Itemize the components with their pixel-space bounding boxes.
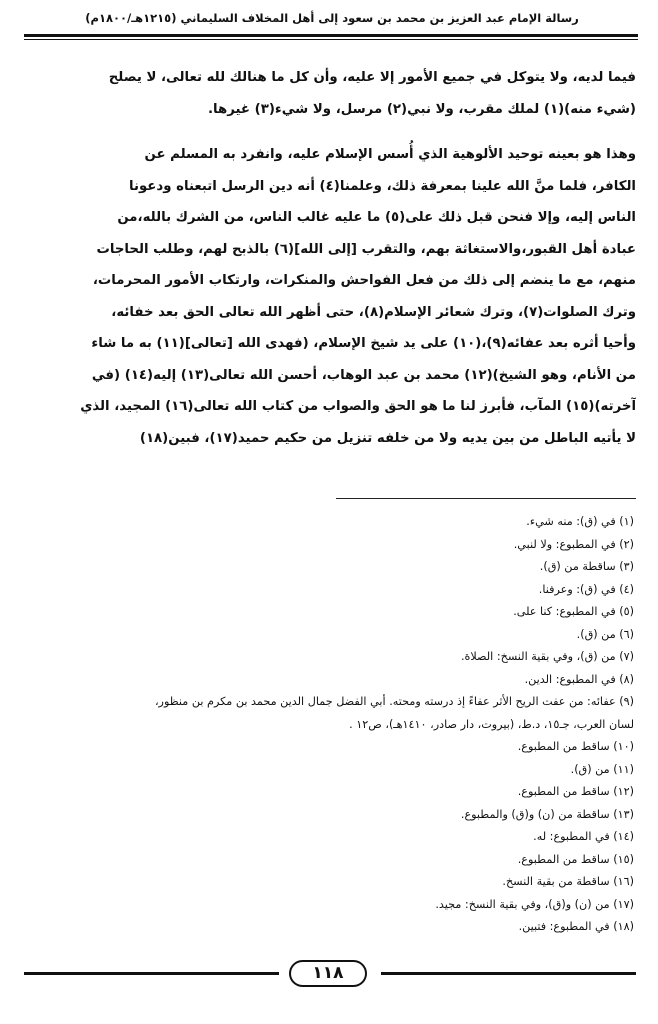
text-line: منهم، مع ما ينضم إلى ذلك من فعل الفواحش والمنكرات، وارتكاب الأمور المحرمات، xyxy=(92,273,636,288)
footnote: (٨) في المطبوع: الدين. xyxy=(524,672,634,686)
footnote: (٤) في (ق): وعرفنا. xyxy=(538,582,634,596)
footnote: (١٦) ساقطة من بقية النسخ. xyxy=(502,875,634,888)
text-line: من الأنام، وهو الشيخ)(١٢) محمد بن عبد الوهاب، أحسن الله تعالى(١٣) إليه(١٤) (في xyxy=(91,367,636,383)
text-line: وترك الصلوات(٧)، وترك شعائر الإسلام(٨)، حتى أظهر الله تعالى الحق بعد خفائه، xyxy=(111,304,636,320)
paragraph-gap xyxy=(24,125,636,139)
footnote: (١٥) ساقط من المطبوع. xyxy=(517,852,634,866)
footnote: (١١) من (ق). xyxy=(570,762,634,776)
main-text xyxy=(24,62,636,454)
header-rule-thin xyxy=(24,39,638,40)
footnote: (٣) ساقطة من (ق). xyxy=(539,560,634,573)
footnote: (١٠) ساقط من المطبوع. xyxy=(517,740,634,753)
header-rule xyxy=(24,34,638,37)
footnote: (١٤) في المطبوع: له. xyxy=(533,830,634,843)
footnote: (١٣) ساقطة من (ن) و(ق) والمطبوع. xyxy=(460,807,634,821)
footnote: لسان العرب، جـ١٥، د.ط، (بيروت، دار صادر، ١٤١٠هـ)، ص١٢ . xyxy=(349,717,634,731)
footnote: (٩) عفائه: من عفت الريح الأثر عفاءً إذ درسته ومحته. أبي الفضل جمال الدين محمد بن مكرم بن منظور، xyxy=(154,695,634,708)
text-line: فيما لديه، ولا يتوكل في جميع الأمور إلا عليه، وأن كل ما هنالك لله تعالى، لا يصلح xyxy=(108,70,636,85)
text-line: الناس إليه، وإلا فنحن قبل ذلك على(٥) ما عليه غالب الناس، من الشرك بالله،من xyxy=(117,210,636,225)
text-line: لا يأتيه الباطل من بين يديه ولا من خلفه تنزيل من حكيم حميد(١٧)، فبين(١٨) xyxy=(139,430,636,446)
footnote: (١٨) في المطبوع: فتبين. xyxy=(518,920,634,933)
page-number: ١١٨ xyxy=(289,960,367,987)
footnote: (٢) في المطبوع: ولا لنبي. xyxy=(513,537,634,551)
footnotes xyxy=(24,511,634,939)
footnote: (٥) في المطبوع: كنا على. xyxy=(513,605,634,618)
text-line: عبادة أهل القبور،والاستغاثة بهم، والتقرب [إلى الله](٦) بالذبح لهم، وطلب الحاجات xyxy=(96,241,636,257)
footnote: (٦) من (ق). xyxy=(576,627,634,641)
text-line: وهذا هو بعينه توحيد الألوهية الذي أُسس الإسلام عليه، وانفرد به المسلم عن xyxy=(144,147,636,162)
text-line: (شيء منه)(١) لملك مقرب، ولا نبي(٢) مرسل، ولا شيء(٣) غيرها. xyxy=(207,101,636,117)
footer-rule-right xyxy=(381,972,636,975)
footnote: (٧) من (ق)، وفي بقية النسخ: الصلاة. xyxy=(460,650,634,663)
running-header: رسالة الإمام عبد العزيز بن محمد بن سعود إلى أهل المخلاف السليماني (١٢١٥هـ/١٨٠٠م) xyxy=(85,11,579,25)
footnote-separator xyxy=(336,498,636,499)
text-line: آخرته)(١٥) المآب، فأبرز لنا ما هو الحق والصواب من كتاب الله تعالى(١٦) المجيد، الذي xyxy=(80,399,636,414)
footnote: (١٧) من (ن) و(ق)، وفي بقية النسخ: مجيد. xyxy=(435,897,634,911)
footer-rule-left xyxy=(24,972,279,975)
footnote: (١) في (ق): منه شيء. xyxy=(526,515,634,528)
text-line: وأحيا أثره بعد عفائه(٩)،(١٠) على يد شيخ الإسلام، (فهدى الله [تعالى](١١) به ما شاء xyxy=(91,336,636,351)
text-line: الكافر، فلما منَّ الله علينا بمعرفة ذلك، وعلمنا(٤) أنه دين الرسل اتبعناه ودعونا xyxy=(128,178,636,194)
footnote: (١٢) ساقط من المطبوع. xyxy=(517,785,634,798)
